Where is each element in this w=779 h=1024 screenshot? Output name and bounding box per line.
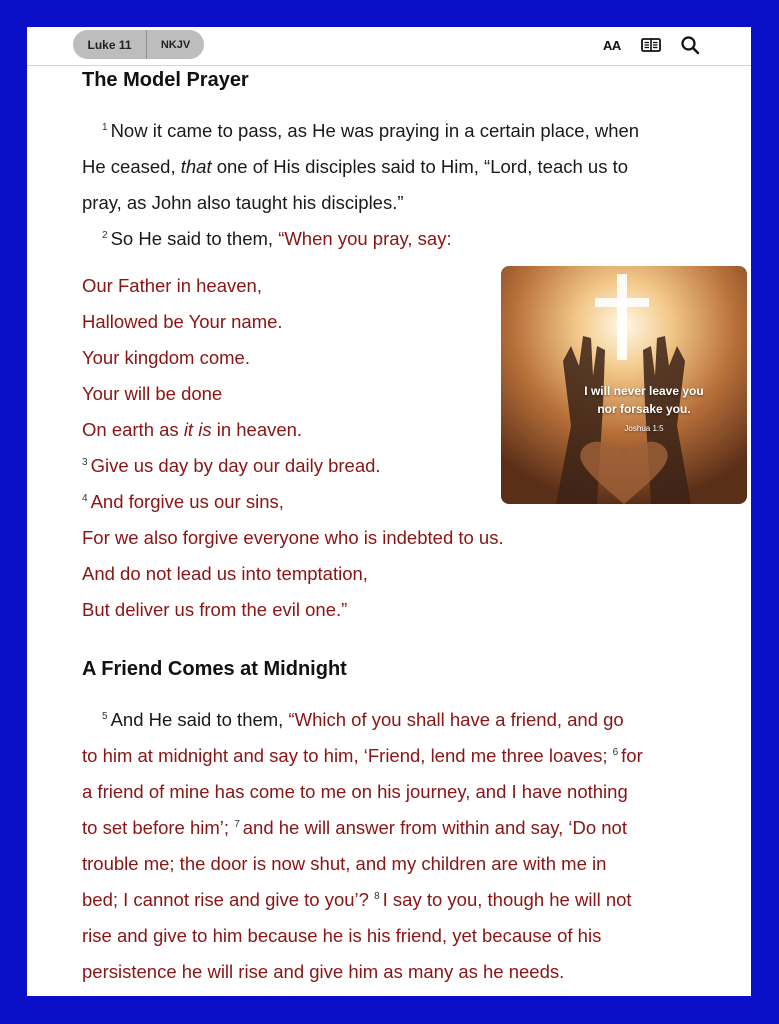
verse-number: 8	[374, 890, 380, 902]
search-icon[interactable]	[680, 35, 700, 60]
verse-number: 2	[102, 229, 108, 241]
promo-line-2: nor forsake you.	[597, 402, 691, 416]
verse-line: $^1$ Now it came to pass, as He was praying in a certain place, when	[102, 120, 640, 141]
verse-line: He ceased, that one of His disciples said to Him, “Lord, teach us to	[82, 156, 629, 177]
verse-line: to him at midnight and say to him, ‘Friend, lend me three loaves; $^6$ for	[82, 745, 643, 766]
promo-line-1: I will never leave you	[584, 384, 704, 398]
verse-number: 4	[82, 492, 88, 504]
verse-line: rise and give to him because he is his friend, yet because of his	[82, 925, 602, 946]
verse-number: 5	[102, 710, 108, 722]
verse-number: 1	[102, 121, 108, 133]
section-heading: The Model Prayer	[82, 69, 249, 91]
verse-line: pray, as John also taught his disciples.”	[82, 192, 404, 213]
prayer-line: Your kingdom come.	[82, 347, 250, 368]
book-chapter-button[interactable]: Luke 11	[73, 30, 147, 59]
promo-reference: Joshua 1:5	[624, 424, 664, 433]
text-size-icon[interactable]: AA	[603, 38, 621, 53]
verse-line: $^2$ So He said to them, “When you pray, say:	[102, 228, 452, 249]
verse-line: persistence he will rise and give him as many as he needs.	[82, 961, 565, 982]
verse-line: trouble me; the door is now shut, and my children are with me in	[82, 853, 607, 874]
verse-image-card[interactable]	[501, 266, 747, 504]
verse-line: bed; I cannot rise and give to you’? $^8$ I say to you, though he will not	[82, 889, 632, 910]
prayer-line: $^4$ And forgive us our sins,	[82, 491, 284, 512]
reader-icon[interactable]	[641, 37, 661, 58]
verse-line: a friend of mine has come to me on his journey, and I have nothing	[82, 781, 628, 802]
prayer-line: Hallowed be Your name.	[82, 311, 283, 332]
verse-number: 6	[612, 746, 619, 758]
prayer-line: Your will be done	[82, 383, 223, 404]
passage-selector[interactable]	[73, 30, 204, 59]
verse-number: 7	[234, 818, 240, 830]
section-heading: A Friend Comes at Midnight	[82, 658, 347, 680]
prayer-line: On earth as it is in heaven.	[82, 419, 303, 440]
reader-page	[27, 27, 751, 996]
prayer-line: Our Father in heaven,	[82, 275, 262, 296]
top-toolbar	[27, 27, 751, 66]
prayer-line: $^3$ Give us day by day our daily bread.	[82, 455, 381, 476]
version-button[interactable]: NKJV	[160, 38, 191, 51]
prayer-line: But deliver us from the evil one.”	[82, 599, 348, 620]
verse-line: $^5$ And He said to them, “Which of you shall have a friend, and go	[102, 709, 624, 730]
prayer-line: For we also forgive everyone who is indebted to us.	[82, 527, 504, 548]
verse-line: to set before him’; $^7$ and he will answer from within and say, ‘Do not	[82, 817, 627, 838]
prayer-line: And do not lead us into temptation,	[82, 563, 368, 584]
verse-number: 3	[82, 456, 88, 468]
